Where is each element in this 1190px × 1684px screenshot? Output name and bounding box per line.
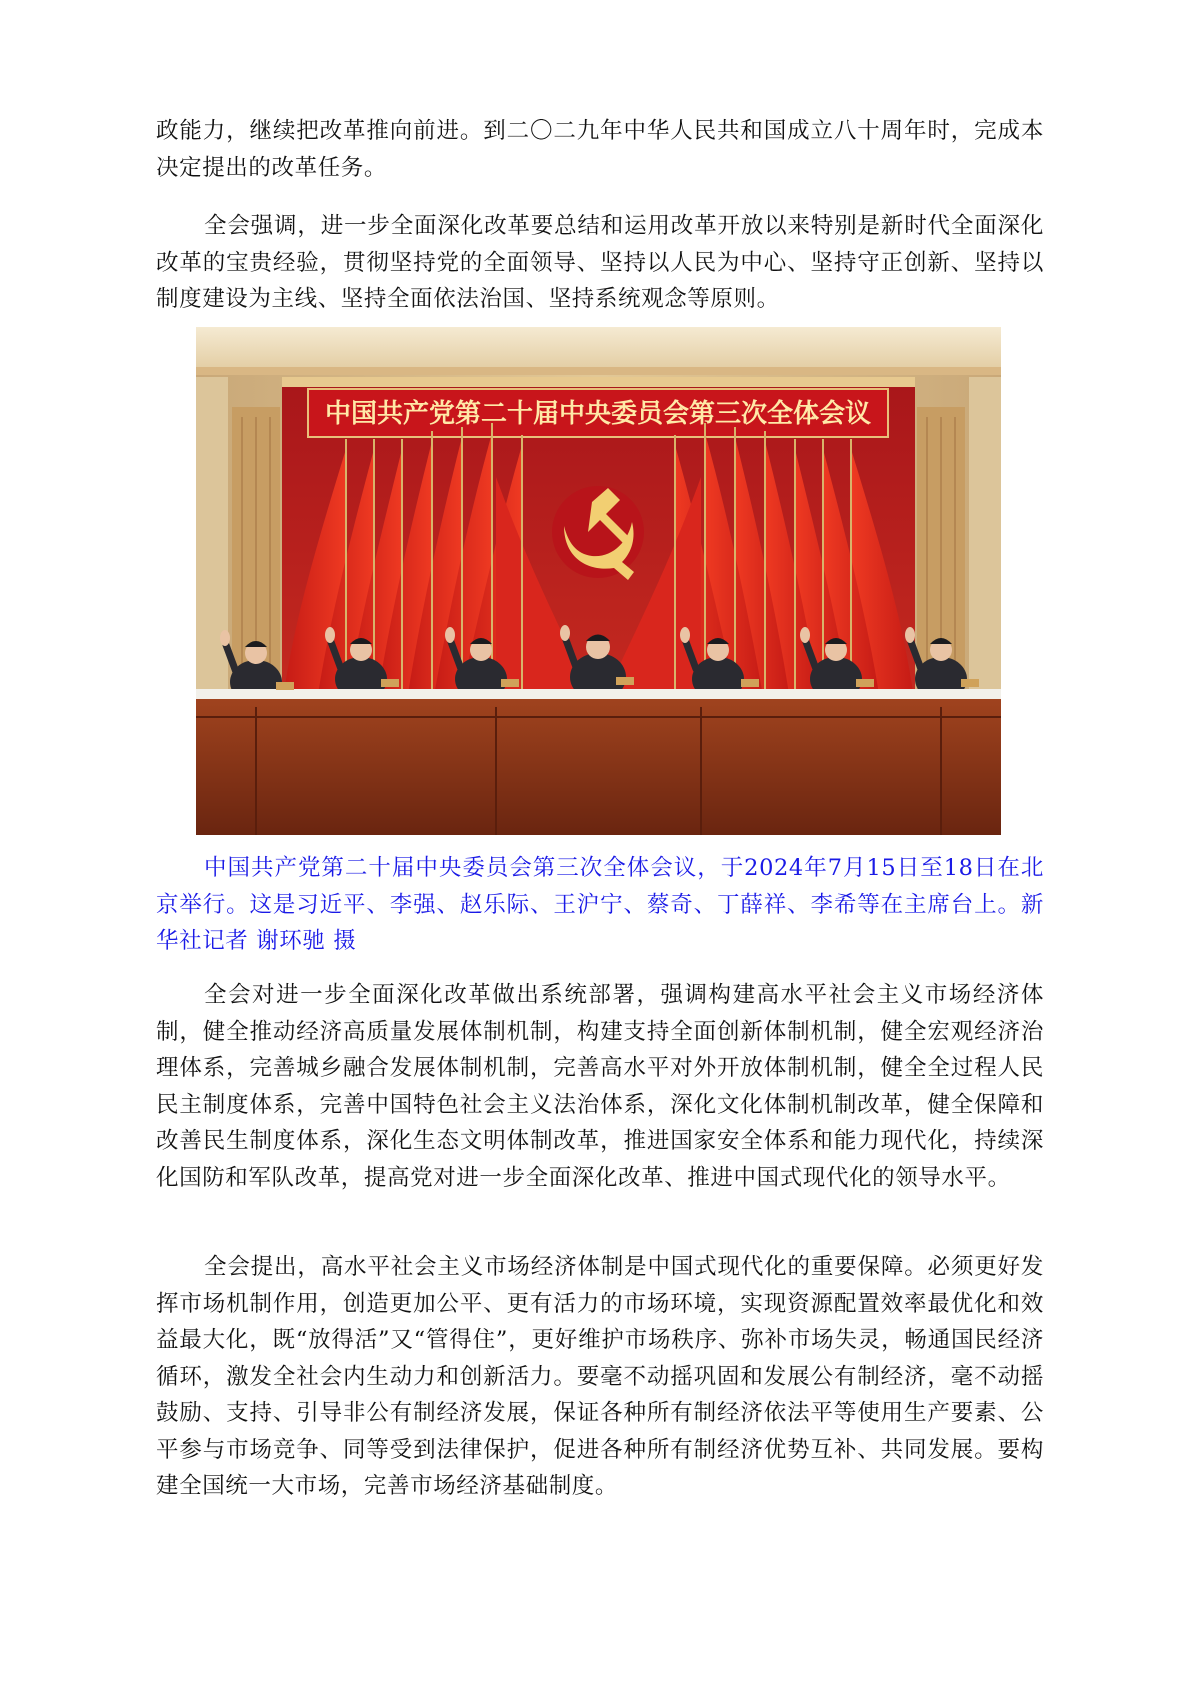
banner-text: 中国共产党第二十届中央委员会第三次全体会议 [324, 399, 872, 429]
paragraph-2: 全会强调，进一步全面深化改革要总结和运用改革开放以来特别是新时代全面深化改革的宝贵经验，贯彻坚持党的全面领导、坚持以人民为中心、坚持守正创新、坚持以制度建设为主线、坚持全面依法治国、坚持系统观念等原则。 [156, 213, 1044, 312]
plenary-session-photo [196, 327, 1001, 835]
paragraph-4: 全会提出，高水平社会主义市场经济体制是中国式现代化的重要保障。必须更好发挥市场机制作用，创造更加公平、更有活力的市场环境，实现资源配置效率最优化和效益最大化，既“放得活”又“管得住”，更好维护市场秩序、弥补市场失灵，畅通国民经济循环，激发全社会内生动力和创新活力。要毫不动摇巩固和发展公有制经济，毫不动摇鼓励、支持、引导非公有制经济发展，保证各种所有制经济依法平等使用生产要素、公平参与市场竞争、同等受到法律保护，促进各种所有制经济优势互补、共同发展。要构建全国统一大市场，完善市场经济基础制度。 [156, 1254, 1044, 1499]
paragraph-1: 政能力，继续把改革推向前进。到二〇二九年中华人民共和国成立八十周年时，完成本决定提出的改革任务。 [156, 118, 1044, 181]
paragraph-3: 全会对进一步全面深化改革做出系统部署，强调构建高水平社会主义市场经济体制，健全推动经济高质量发展体制机制，构建支持全面创新体制机制，健全宏观经济治理体系，完善城乡融合发展体制机制，完善高水平对外开放体制机制，健全全过程人民民主制度体系，完善中国特色社会主义法治体系，深化文化体制机制改革，健全保障和改善民生制度体系，深化生态文明体制改革，推进国家安全体系和能力现代化，持续深化国防和军队改革，提高党对进一步全面深化改革、推进中国式现代化的领导水平。 [156, 982, 1044, 1191]
photo-caption: 中国共产党第二十届中央委员会第三次全体会议，于2024年7月15日至18日在北京举行。这是习近平、李强、赵乐际、王沪宁、蔡奇、丁薛祥、李希等在主席台上。新华社记者 谢环驰 摄 [156, 855, 1044, 954]
